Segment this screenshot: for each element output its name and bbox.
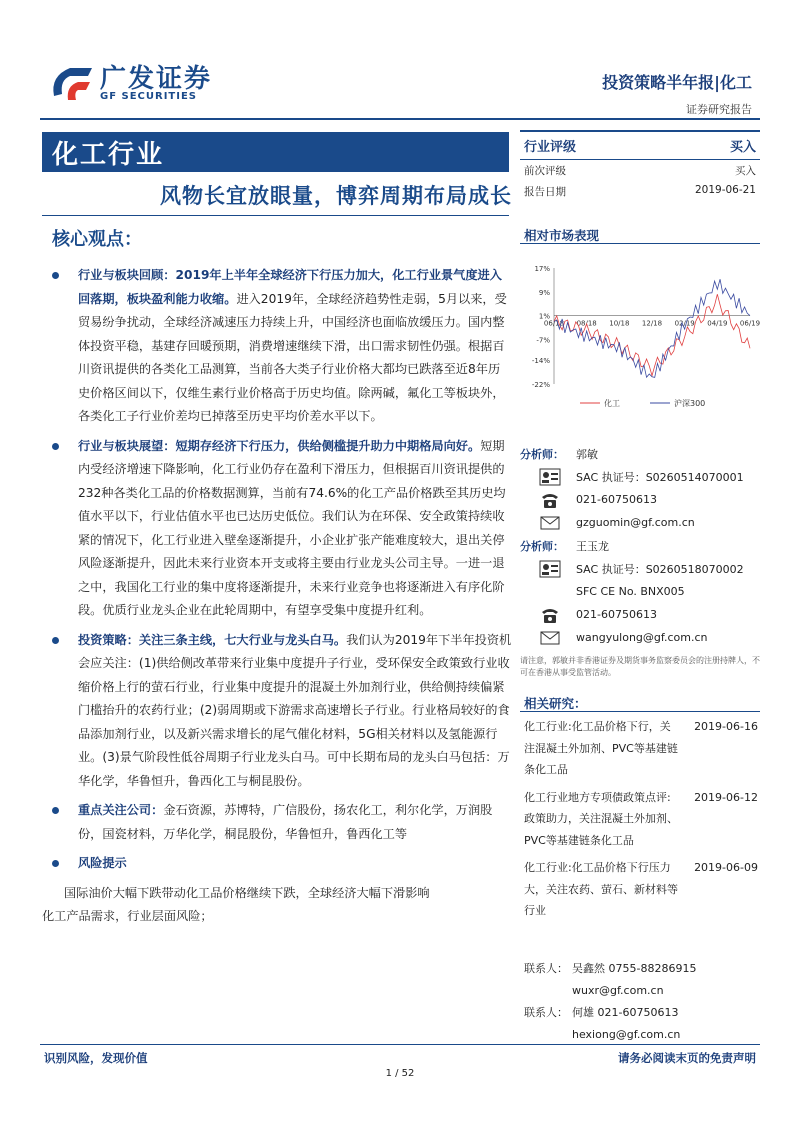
analyst-2-header — [520, 534, 760, 557]
paragraph-risk — [42, 852, 512, 876]
analyst-2-phone — [520, 603, 760, 626]
analyst-sac: SAC 执证号：S0260514070001 — [576, 470, 744, 484]
related-item-text[interactable]: 化工行业:化工品价格下行，关注混凝土外加剂、PVC等基建链条化工品 — [524, 720, 678, 776]
core-views-heading: 核心观点： — [52, 229, 142, 250]
industry-title: 化工行业 — [52, 140, 165, 170]
analyst-1-sac — [520, 465, 760, 488]
y-tick-label: 1% — [538, 312, 550, 321]
analyst-sfc: SFC CE No. BNX005 — [576, 585, 685, 598]
prev-rating-label: 前次评级 — [524, 165, 566, 177]
contact-1-email — [524, 980, 760, 1002]
prev-rating-value: 买入 — [735, 165, 756, 177]
y-tick-label: 9% — [538, 288, 550, 297]
series-line-0 — [554, 294, 750, 375]
footer-disclaimer[interactable]: 请务必阅读末页的免责声明 — [618, 1051, 756, 1065]
gf-logo-icon — [48, 60, 96, 104]
rating-box — [520, 130, 760, 202]
contact-email[interactable]: wuxr@gf.com.cn — [572, 984, 664, 997]
y-tick-label: -7% — [536, 336, 550, 345]
bullet-icon — [52, 272, 59, 279]
report-subtype: 证券研究报告 — [686, 103, 752, 116]
report-date-value: 2019-06-21 — [694, 184, 756, 196]
analyst-email[interactable]: wangyulong@gf.com.cn — [576, 631, 708, 644]
id-card-icon — [538, 560, 562, 578]
report-date-label: 报告日期 — [524, 186, 566, 198]
rating-label: 行业评级 — [524, 140, 577, 155]
related-item[interactable] — [524, 716, 760, 781]
core-views-body — [42, 264, 512, 929]
contact-email[interactable]: hexiong@gf.com.cn — [572, 1028, 681, 1041]
x-tick-label: 04/19 — [707, 319, 728, 328]
rating-value: 买入 — [729, 140, 756, 155]
related-item-date: 2019-06-09 — [694, 861, 758, 874]
y-tick-label: -22% — [531, 381, 550, 389]
analyst-phone: 021-60750613 — [576, 493, 657, 506]
analyst-email[interactable]: gzguomin@gf.com.cn — [576, 516, 695, 529]
y-tick-label: 17% — [534, 265, 550, 273]
id-card-icon — [538, 468, 562, 486]
mail-icon — [538, 514, 562, 532]
report-type: 投资策略半年报|化工 — [602, 73, 752, 92]
contact-label: 联系人： — [524, 962, 568, 975]
para-heading: 行业与板块回顾：2019年上半年全球经济下行压力加大，化工行业景气度进入回落期，板块盈利能力收缩。 — [78, 268, 502, 306]
related-item-date: 2019-06-12 — [694, 790, 758, 804]
para-text: 短期内受经济增速下降影响，化工行业仍存在盈利下滑压力，但根据百川资讯提供的232种各类化工品的价格数据测算，当前有74.6%的化工产品价格跌至其历史均值水平以下，行业估值水平也已达历史低位。我们认为在环保、安全政策持续收紧的情况下，化工行业进入壁垒逐渐提升，小企业扩张产能难度较大，退出关停风险逐渐提升，因此未来行业资本开支或将主要由行业龙头公司主导。一进一退之中，我国化工行业的集中度将逐渐提升，未来行业竞争也将逐渐进入有序化阶段。优质行业龙头企业在此轮周期中，有望享受集中度提升红利。 — [78, 438, 506, 617]
analyst-sac: SAC 执证号：S0260518070002 — [576, 562, 744, 576]
related-item-date: 2019-06-16 — [694, 720, 758, 733]
related-divider — [520, 711, 760, 712]
bullet-icon — [52, 443, 59, 450]
license-note: 请注意，郭敏并非香港证券及期货事务监察委员会的注册持牌人，不可在香港从事受监管活动。 — [520, 656, 760, 677]
x-tick-label: 10/18 — [609, 319, 630, 328]
bullet-icon — [52, 807, 59, 814]
x-tick-label: 06/18 — [543, 319, 565, 328]
legend-label: 沪深300 — [674, 399, 706, 408]
para-heading: 行业与板块展望：短期存经济下行压力，供给侧槛提升助力中期格局向好。 — [78, 438, 481, 453]
risk-text: 国际油价大幅下跌带动化工品价格继续下跌，全球经济大幅下滑影响 — [64, 885, 430, 900]
analyst-phone: 021-60750613 — [576, 608, 657, 621]
phone-icon — [538, 606, 562, 624]
prev-rating-row — [520, 160, 760, 181]
para-text: 进入2019年，全球经济趋势性走弱，5月以来，受贸易纷争扰动，全球经济减速压力持续上升，中国经济也面临放缓压力。国内整体投资平稳，基建存回暖预期，消费增速继续下滑，出口需求韧性仍强。根据百川资讯提供的各类化工品测算，当前各大类子行业价格大都均已跌落至近8年历史价格区间以下，仅维生素行业价格高于历史均值。除两碱，氟化工等板块外，各类化工子行业价差均已掉落至历史平均价差水平以下。 — [78, 291, 507, 423]
related-item-text[interactable]: 化工行业地方专项债政策点评:政策助力，关注混凝土外加剂、PVC等基建链条化工品 — [524, 790, 678, 847]
analyst-1-header — [520, 442, 760, 465]
mail-icon — [538, 629, 562, 647]
contact-block — [524, 958, 760, 1046]
para-heading: 风险提示 — [78, 856, 127, 870]
analyst-label: 分析师： — [520, 447, 564, 461]
analyst-block — [520, 442, 760, 679]
report-header — [602, 70, 752, 117]
related-item[interactable] — [524, 787, 760, 852]
footer-divider — [40, 1044, 760, 1045]
analyst-1-email — [520, 511, 760, 534]
analyst-label: 分析师： — [520, 539, 564, 553]
contact-name-phone: 吴鑫然 0755-88286915 — [572, 962, 697, 975]
y-tick-label: -14% — [531, 357, 550, 366]
subtitle-divider — [42, 215, 509, 216]
legend-label: 化工 — [604, 399, 620, 408]
analyst-1-phone — [520, 488, 760, 511]
contact-name-phone: 何雄 021-60750613 — [572, 1006, 679, 1019]
related-item[interactable] — [524, 857, 760, 922]
analyst-2-email — [520, 626, 760, 649]
analyst-name: 王玉龙 — [576, 539, 609, 553]
contact-1 — [524, 958, 760, 980]
para-text: 我们认为2019年下半年投资机会应关注：(1)供给侧改革带来行业集中度提升子行业，受环保安全政策致行业收缩价格上行的萤石行业，行业集中度提升的混凝土外加剂行业，供给侧持续偏紧门槛抬升的农药行业；(2)弱周期或下游需求高速增长子行业。行业格局较好的食品添加剂行业，以及新兴需求增长的尾气催化材料，5G相关材料以及氢能源行业。(3)景气阶段性低谷周期子行业龙头白马。可中长期布局的龙头白马包括：万华化学，华鲁恒升，鲁西化工与桐昆股份。 — [78, 632, 512, 788]
x-tick-label: 02/19 — [674, 319, 695, 328]
analyst-2-sfc — [520, 580, 760, 603]
series-line-1 — [554, 279, 750, 377]
para-heading: 投资策略：关注三条主线，七大行业与龙头白马。 — [78, 632, 347, 647]
page-number: 1 / 52 — [385, 1068, 415, 1079]
para-heading: 重点关注公司： — [78, 803, 164, 817]
rating-row — [520, 130, 760, 160]
paragraph-strategy — [42, 629, 512, 794]
footer-slogan: 识别风险，发现价值 — [44, 1051, 148, 1065]
analyst-name: 郭敏 — [576, 447, 598, 461]
phone-icon — [538, 491, 562, 509]
x-tick-label: 12/18 — [641, 319, 663, 328]
contact-2 — [524, 1002, 760, 1024]
paragraph-review — [42, 264, 512, 429]
logo-text: 广发证券 — [100, 64, 213, 94]
x-tick-label: 06/19 — [739, 319, 760, 328]
contact-label: 联系人： — [524, 1006, 568, 1019]
bullet-icon — [52, 637, 59, 644]
report-date-row — [520, 181, 760, 202]
analyst-2-sac — [520, 557, 760, 580]
logo-subtext: GF SECURITIES — [100, 91, 198, 102]
paragraph-companies — [42, 799, 512, 846]
x-tick-label: 08/18 — [576, 319, 597, 328]
paragraph-outlook — [42, 435, 512, 623]
perf-divider — [520, 243, 760, 244]
perf-title: 相对市场表现 — [524, 228, 600, 243]
header-divider — [40, 118, 760, 120]
para-text: 金石资源，苏博特，广信股份，扬农化工，利尔化学，万润股份，国瓷材料，万华化学，桐昆股份，华鲁恒升，鲁西化工等 — [78, 803, 493, 841]
related-research-title: 相关研究： — [524, 696, 587, 711]
risk-text-cont: 化工产品需求，行业层面风险； — [42, 909, 213, 923]
related-item-text[interactable]: 化工行业:化工品价格下行压力大，关注农药、萤石、新材料等行业 — [524, 861, 678, 917]
contact-2-email — [524, 1024, 760, 1046]
relative-performance-chart — [520, 258, 760, 418]
bullet-icon — [52, 860, 59, 867]
report-subtitle: 风物长宜放眼量，博弈周期布局成长 — [160, 184, 512, 208]
related-research-list — [524, 716, 760, 922]
